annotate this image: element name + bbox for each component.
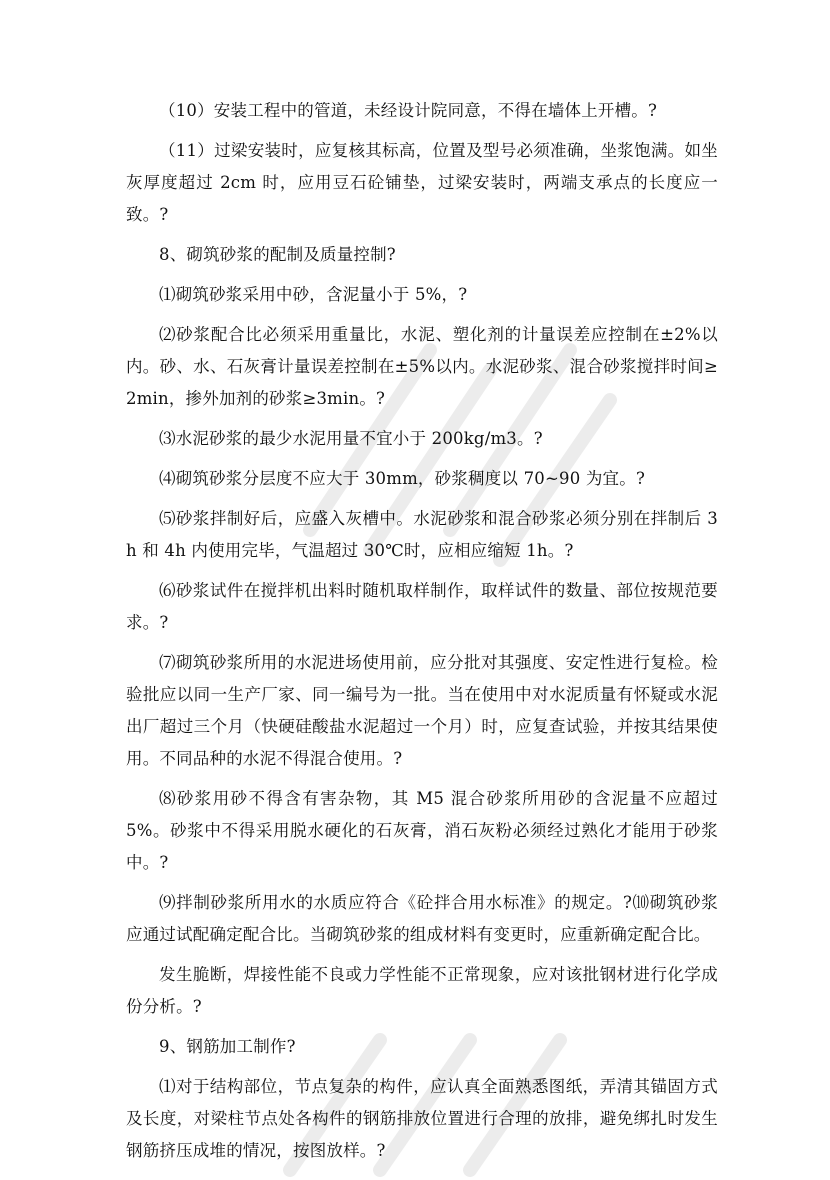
item-1: ⑴砌筑砂浆采用中砂，含泥量小于 5%，? <box>159 285 468 304</box>
item-9-10: ⑼拌制砂浆所用水的水质应符合《砼拌合用水标准》的规定。?⑽砌筑砂浆应通过试配确定配合比。当砌筑砂浆的组成材料有变更时，应重新确定配合比。 <box>126 893 718 944</box>
paragraph-11: （11）过梁安装时，应复核其标高，位置及型号必须准确，坐浆饱满。如坐灰厚度超过 2cm 时，应用豆石砼铺垫，过梁安装时，两端支承点的长度应一致。? <box>126 141 718 224</box>
paragraph-brittle-fracture: 发生脆断，焊接性能不良或力学性能不正常现象，应对该批钢材进行化学成份分析。? <box>126 965 718 1016</box>
paragraph-10: （10）安装工程中的管道，未经设计院同意，不得在墙体上开槽。? <box>159 101 658 120</box>
item-6: ⑹砂浆试件在搅拌机出料时随机取样制作，取样试件的数量、部位按规范要求。? <box>126 581 718 632</box>
section-heading-9: 9、钢筋加工制作? <box>159 1037 296 1056</box>
document-body <box>126 95 718 1167</box>
item-5: ⑸砂浆拌制好后，应盛入灰槽中。水泥砂浆和混合砂浆必须分别在拌制后 3h 和 4h 内使用完毕，气温超过 30℃时，应相应缩短 1h。? <box>126 509 718 560</box>
item-9-1: ⑴对于结构部位，节点复杂的构件，应认真全面熟悉图纸，弄清其锚固方式及长度，对梁柱节点处各构件的钢筋排放位置进行合理的放排，避免绑扎时发生钢筋挤压成堆的情况，按图放样。? <box>126 1077 718 1160</box>
section-heading-8: 8、砌筑砂浆的配制及质量控制? <box>159 245 396 264</box>
item-7: ⑺砌筑砂浆所用的水泥进场使用前，应分批对其强度、安定性进行复检。检验批应以同一生产厂家、同一编号为一批。当在使用中对水泥质量有怀疑或水泥出厂超过三个月（快硬硅酸盐水泥超过一个月）时，应复查试验，并按其结果使用。不同品种的水泥不得混合使用。? <box>126 653 718 768</box>
item-2: ⑵砂浆配合比必须采用重量比，水泥、塑化剂的计量误差应控制在±2%以内。砂、水、石灰膏计量误差控制在±5%以内。水泥砂浆、混合砂浆搅拌时间≥2min，掺外加剂的砂浆≥3min。? <box>126 325 718 408</box>
item-8: ⑻砂浆用砂不得含有害杂物，其 M5 混合砂浆所用砂的含泥量不应超过 5%。砂浆中不得采用脱水硬化的石灰膏，消石灰粉必须经过熟化才能用于砂浆中。? <box>126 789 718 872</box>
item-4: ⑷砌筑砂浆分层度不应大于 30mm，砂浆稠度以 70~90 为宜。? <box>159 469 645 488</box>
item-3: ⑶水泥砂浆的最少水泥用量不宜小于 200kg/m3。? <box>159 429 543 448</box>
